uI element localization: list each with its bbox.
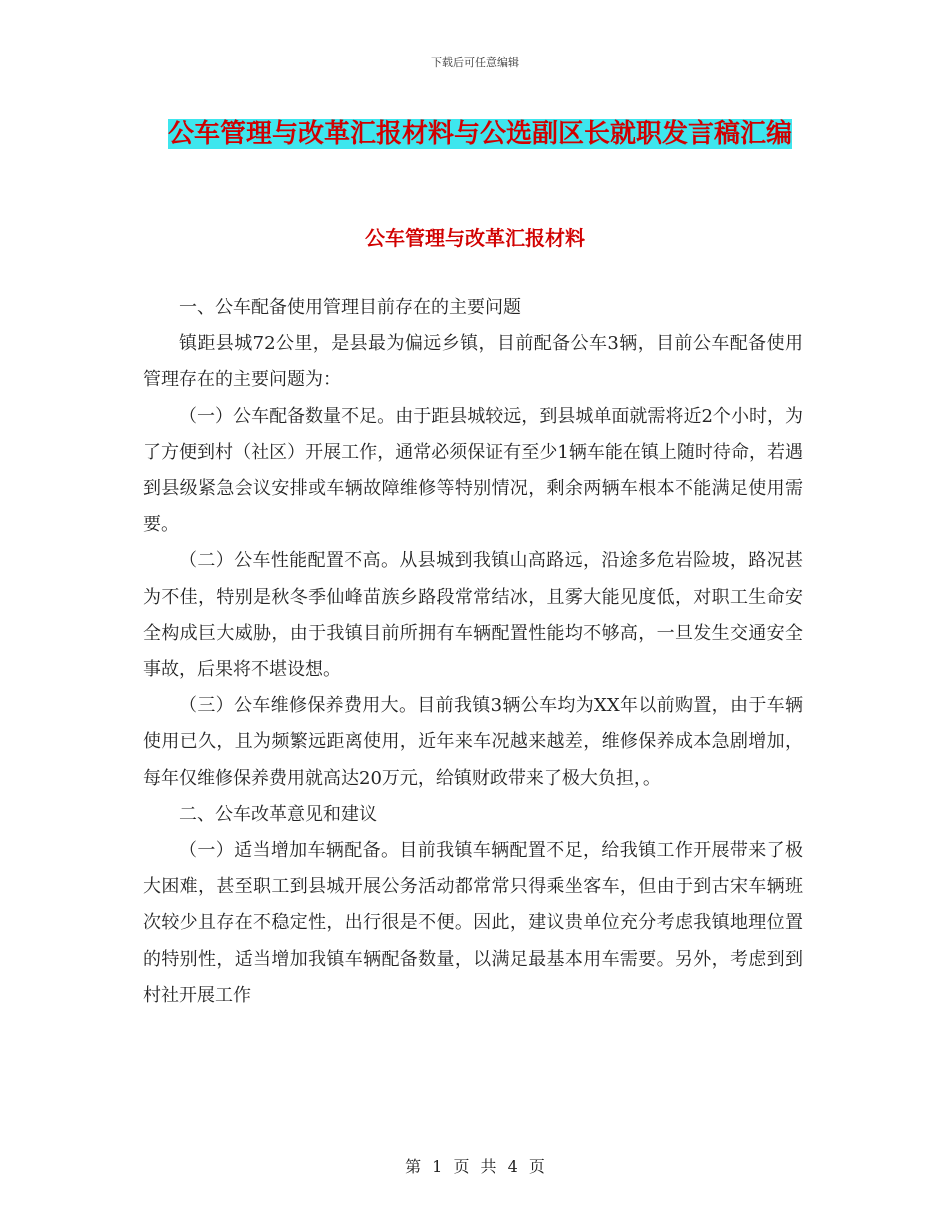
document-title — [140, 110, 820, 158]
paragraph: 一、公车配备使用管理目前存在的主要问题 — [179, 297, 521, 318]
document-title-text: 公车管理与改革汇报材料与公选副区长就职发言稿汇编 — [167, 119, 792, 149]
page-footer: 第 1 页 共 4 页 — [405, 1157, 545, 1176]
paragraph: （一）公车配备数量不足。由于距县城较远，到县城单面就需将近2个小时，为了方便到村（社区）开展工作，通常必须保证有至少1辆车能在镇上随时待命，若遇到县级紧急会议安排或车辆故障维修等特别情况，剩余两辆车根本不能满足使用需要。 — [143, 405, 803, 536]
document-body — [143, 290, 803, 1014]
paragraph: （一）适当增加车辆配备。目前我镇车辆配置不足，给我镇工作开展带来了极大困难，甚至职工到县城开展公务活动都常常只得乘坐客车，但由于到古宋车辆班次较少且存在不稳定性，出行很是不便。因此，建议贵单位充分考虑我镇地理位置的特别性，适当增加我镇车辆配备数量，以满足最基本用车需要。另外，考虑到到村社开展工作 — [143, 840, 803, 1006]
paragraph: （二）公车性能配置不高。从县城到我镇山高路远，沿途多危岩险坡，路况甚为不佳，特别是秋冬季仙峰苗族乡路段常常结冰，且雾大能见度低，对职工生命安全构成巨大威胁，由于我镇目前所拥有车辆配置性能均不够高，一旦发生交通安全事故，后果将不堪设想。 — [143, 550, 803, 681]
paragraph: 镇距县城72公里，是县最为偏远乡镇，目前配备公车3辆，目前公车配备使用管理存在的主要问题为： — [143, 333, 803, 391]
paragraph: 二、公车改革意见和建议 — [179, 803, 377, 825]
section-title: 公车管理与改革汇报材料 — [365, 226, 585, 250]
page-header-note: 下载后可任意编辑 — [431, 56, 519, 69]
paragraph: （三）公车维修保养费用大。目前我镇3辆公车均为XX年以前购置，由于车辆使用已久，且为频繁远距离使用，近年来车况越来越差，维修保养成本急剧增加，每年仅维修保养费用就高达20万元，给镇财政带来了极大负担，。 — [143, 695, 803, 789]
